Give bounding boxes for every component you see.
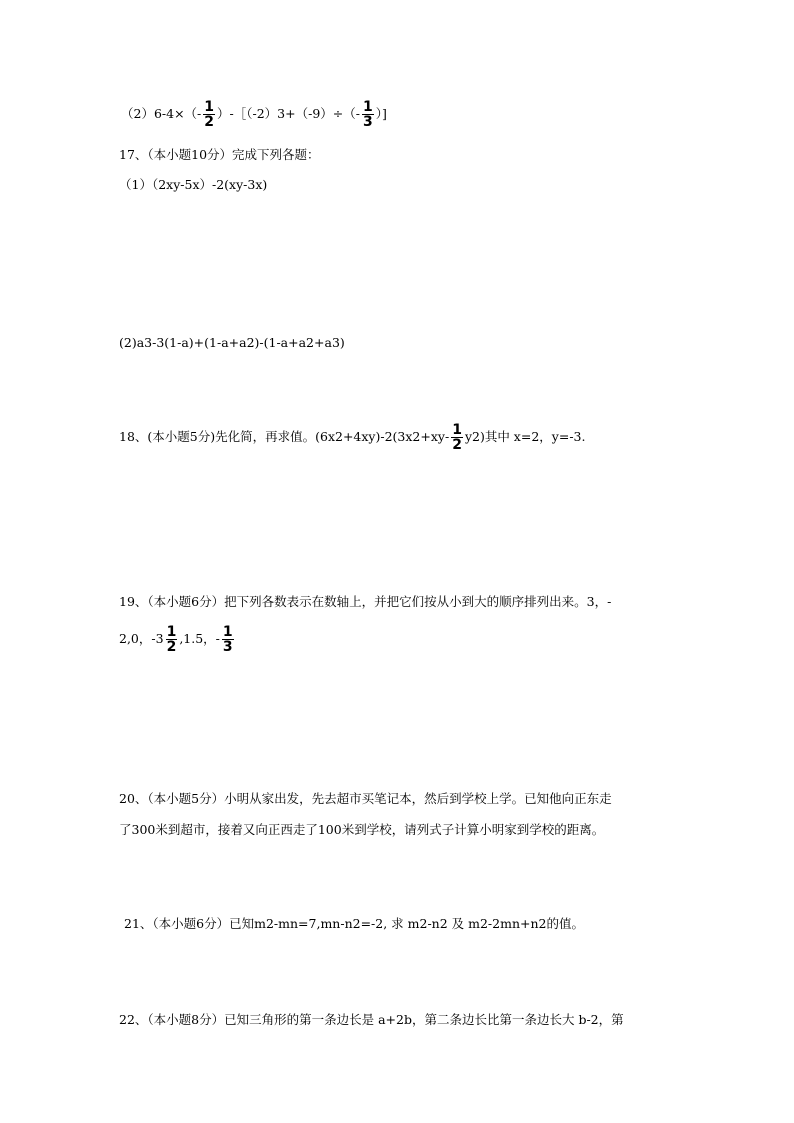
problem-18-text-a: 18、(本小题5分)先化简，再求值。(6x2+4xy)-2(3x2+xy- (119, 429, 450, 444)
fraction-numerator: 1 (362, 99, 373, 115)
problem-19-text-b: ,1.5，- (179, 631, 220, 646)
problem-20-line-1: 20、（本小题5分）小明从家出发，先去超市买笔记本，然后到学校上学。已知他向正东走 (119, 791, 612, 806)
problem-19-line-2 (119, 625, 236, 654)
problem-21: 21、（本小题6分）已知m2-mn=7,mn-n2=-2, 求 m2-n2 及 m2-2mn+n2的值。 (124, 916, 584, 931)
fraction-denominator: 2 (204, 114, 215, 130)
fraction-one-third (222, 625, 234, 654)
fraction-denominator: 2 (166, 639, 177, 655)
fraction-denominator: 3 (222, 639, 233, 655)
problem-19-text-a: 2,0，-3 (119, 631, 164, 646)
fraction-denominator: 3 (362, 114, 373, 130)
problem-19-line-1: 19、（本小题6分）把下列各数表示在数轴上，并把它们按从小到大的顺序排列出来。3，- (119, 594, 612, 609)
problem-16-part-2 (121, 100, 387, 129)
problem-16-part-2-text-a: （2）6-4×（- (121, 106, 202, 121)
problem-17-part-1: （1）（2xy-5x）-2(xy-3x) (119, 177, 268, 192)
fraction-numerator: 1 (204, 99, 215, 115)
problem-18 (119, 423, 585, 452)
problem-16-part-2-text-b: ）-［（-2）3+（-9）÷（- (217, 106, 360, 121)
problem-18-text-b: y2)其中 x=2，y=-3. (464, 429, 586, 444)
fraction-numerator: 1 (452, 422, 462, 438)
fraction-numerator: 1 (166, 624, 177, 640)
problem-22-line-1: 22、（本小题8分）已知三角形的第一条边长是 a+2b，第二条边长比第一条边长大 b-2，第 (119, 1012, 624, 1027)
problem-17-heading: 17、（本小题10分）完成下列各题： (119, 147, 320, 162)
fraction-denominator: 2 (452, 437, 462, 453)
fraction-one-half (166, 625, 178, 654)
problem-16-part-2-text-c: ）] (375, 106, 387, 121)
fraction-one-half (203, 100, 215, 129)
fraction-numerator: 1 (222, 624, 233, 640)
problem-17-part-2: (2)a3-3(1-a)+(1-a+a2)-(1-a+a2+a3) (119, 335, 345, 350)
problem-20-line-2: 了300米到超市，接着又向正西走了100米到学校，请列式子计算小明家到学校的距离。 (119, 822, 605, 837)
fraction-one-half (451, 423, 463, 452)
fraction-one-third (362, 100, 374, 129)
